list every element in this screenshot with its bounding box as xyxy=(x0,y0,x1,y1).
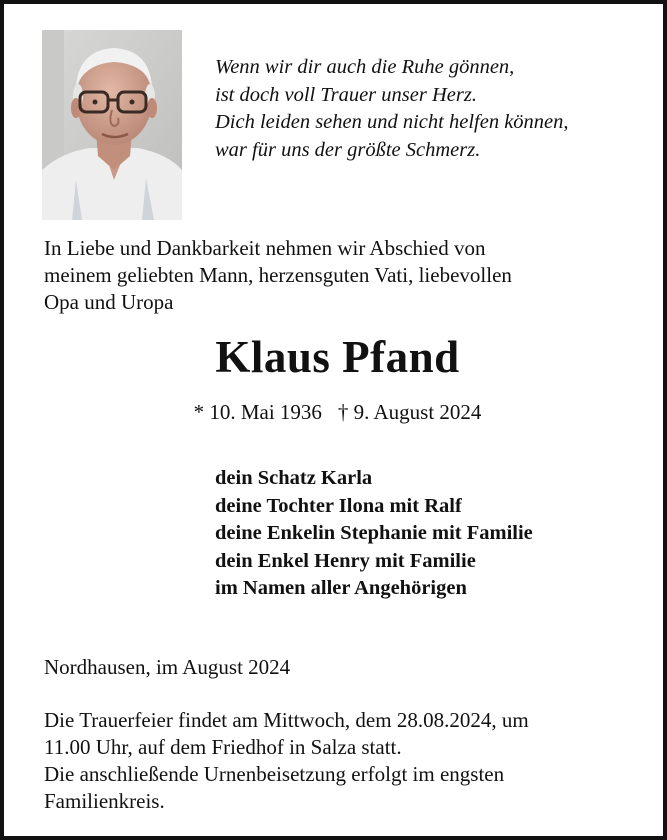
mourners-list xyxy=(215,465,635,603)
intro-line: Opa und Uropa xyxy=(44,290,174,314)
portrait-photo xyxy=(42,30,182,220)
farewell-intro xyxy=(44,235,644,316)
poem-line: ist doch voll Trauer unser Herz. xyxy=(215,83,477,106)
mourner-line: im Namen aller Angehörigen xyxy=(215,577,467,599)
ceremony-line: Die Trauerfeier findet am Mittwoch, dem 28.08.2024, um xyxy=(44,708,529,732)
mourner-line: dein Schatz Karla xyxy=(215,467,373,489)
poem-line: Dich leiden sehen und nicht helfen können, xyxy=(215,111,569,133)
ceremony-notice xyxy=(44,707,644,815)
ceremony-line: Die anschließende Urnenbeisetzung erfolgt im engsten xyxy=(44,762,505,786)
intro-line: In Liebe und Dankbarkeit nehmen wir Abschied von xyxy=(44,236,486,260)
place-and-date: Nordhausen, im August 2024 xyxy=(44,655,291,679)
deceased-name: Klaus Pfand xyxy=(215,332,460,382)
death-date: † 9. August 2024 xyxy=(337,400,482,424)
ceremony-line: Familienkreis. xyxy=(44,789,165,813)
memorial-poem xyxy=(215,54,645,164)
mourner-line: dein Enkel Henry mit Familie xyxy=(215,549,476,572)
poem-line: Wenn wir dir auch die Ruhe gönnen, xyxy=(215,56,515,78)
mourner-line: deine Tochter Ilona mit Ralf xyxy=(215,494,462,517)
poem-line: war für uns der größte Schmerz. xyxy=(215,138,481,161)
portrait-illustration xyxy=(42,30,182,220)
life-dates xyxy=(4,398,667,426)
intro-line: meinem geliebten Mann, herzensguten Vati, liebevollen xyxy=(44,263,512,287)
mourner-line: deine Enkelin Stephanie mit Familie xyxy=(215,522,533,544)
ceremony-line: 11.00 Uhr, auf dem Friedhof in Salza statt. xyxy=(44,735,402,759)
birth-date: * 10. Mai 1936 xyxy=(193,400,322,424)
